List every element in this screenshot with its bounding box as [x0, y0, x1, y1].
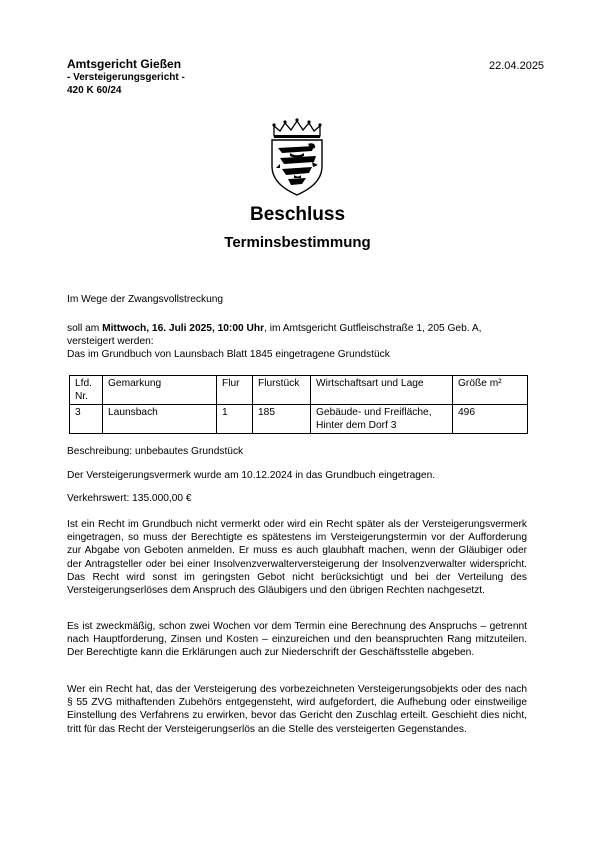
property-table — [69, 375, 528, 434]
table-cell: 185 — [253, 405, 311, 434]
table-cell: 496 — [453, 405, 528, 434]
table-header: Größe m² — [453, 376, 528, 405]
schedule-line-3: Das im Grundbuch von Launsbach Blatt 1845 eingetragene Grundstück — [67, 349, 390, 361]
table-header-row — [70, 376, 528, 405]
document-title: Beschluss — [249, 204, 346, 225]
court-header — [67, 57, 185, 97]
table-row — [70, 405, 528, 434]
table-header: Flur — [217, 376, 253, 405]
paragraph-rights: Ist ein Recht im Grundbuch nicht vermerkt oder wird ein Recht später als der Versteigerungsvermerk eingetragen, so muss der Berechtigte es spätestens im Versteigerungstermin vor der Aufforderung zur Abgabe von Geboten anmelden. Er muss es auch glaubhaft machen, wenn der Gläubiger oder der Antragsteller oder bei einer Insolvenzverwalterversteigerung der Insolvenzverwalter widerspricht. Das Recht wird sonst im geringsten Gebot nicht berücksichtigt und bei der Verteilung des Versteigerungserlöses dem Anspruch des Gläubigers und den übrigen Rechten nachgesetzt. — [67, 519, 527, 597]
table-header: Gemarkung — [103, 376, 217, 405]
schedule-line-2: versteigert werden: — [67, 336, 154, 348]
schedule-line — [67, 322, 527, 335]
schedule-datetime: Mittwoch, 16. Juli 2025, 10:00 Uhr — [102, 323, 265, 334]
table-cell: Gebäude- und Freifläche, Hinter dem Dorf 3 — [311, 405, 453, 434]
table-cell: Launsbach — [103, 405, 217, 434]
description-text: Beschreibung: unbebautes Grundstück — [67, 446, 244, 457]
court-name: Amtsgericht Gießen — [67, 57, 182, 71]
paragraph-calculation: Es ist zweckmäßig, schon zwei Wochen vor dem Termin eine Berechnung des Anspruchs – getrennt nach Hauptforderung, Zinsen und Kosten – einzureichen und den beanspruchten Rang mitzuteilen. Der Berechtigte kann die Erklärungen auch zur Niederschrift der Geschäftsstelle abgeben. — [67, 621, 527, 659]
intro-text: Im Wege der Zwangsvollstreckung — [67, 294, 224, 305]
schedule-location: , im Amtsgericht Gutfleischstraße 1, 205 Geb. A, — [264, 323, 482, 334]
court-department: - Versteigerungsgericht - — [67, 72, 185, 83]
file-number: 420 K 60/24 — [67, 85, 122, 96]
table-cell: 1 — [217, 405, 253, 434]
table-header: Wirtschaftsart und Lage — [311, 376, 453, 405]
document-subtitle: Terminsbestimmung — [224, 234, 371, 251]
table-header: Lfd. Nr. — [70, 376, 103, 405]
table-header: Flurstück — [253, 376, 311, 405]
coat-of-arms-icon — [268, 118, 326, 196]
paragraph-objection: Wer ein Recht hat, das der Versteigerung des vorbezeichneten Versteigerungsobjekts oder des nach § 55 ZVG mithaftenden Zubehörs entgegensteht, wird aufgefordert, die Aufhebung oder einstweilige Einstellung des Verfahrens zu erwirken, bevor das Gericht den Zuschlag erteilt. Geschieht dies nicht, tritt für das Recht der Versteigerungserlös an die Stelle des versteigerten Gegenstandes. — [67, 684, 527, 735]
schedule-block — [67, 322, 527, 362]
registration-text: Der Versteigerungsvermerk wurde am 10.12.2024 in das Grundbuch eingetragen. — [67, 470, 436, 481]
document-date: 22.04.2025 — [489, 60, 545, 72]
value-text: Verkehrswert: 135.000,00 € — [67, 493, 192, 504]
table-cell: 3 — [70, 405, 103, 434]
schedule-prefix: soll am — [67, 323, 103, 334]
